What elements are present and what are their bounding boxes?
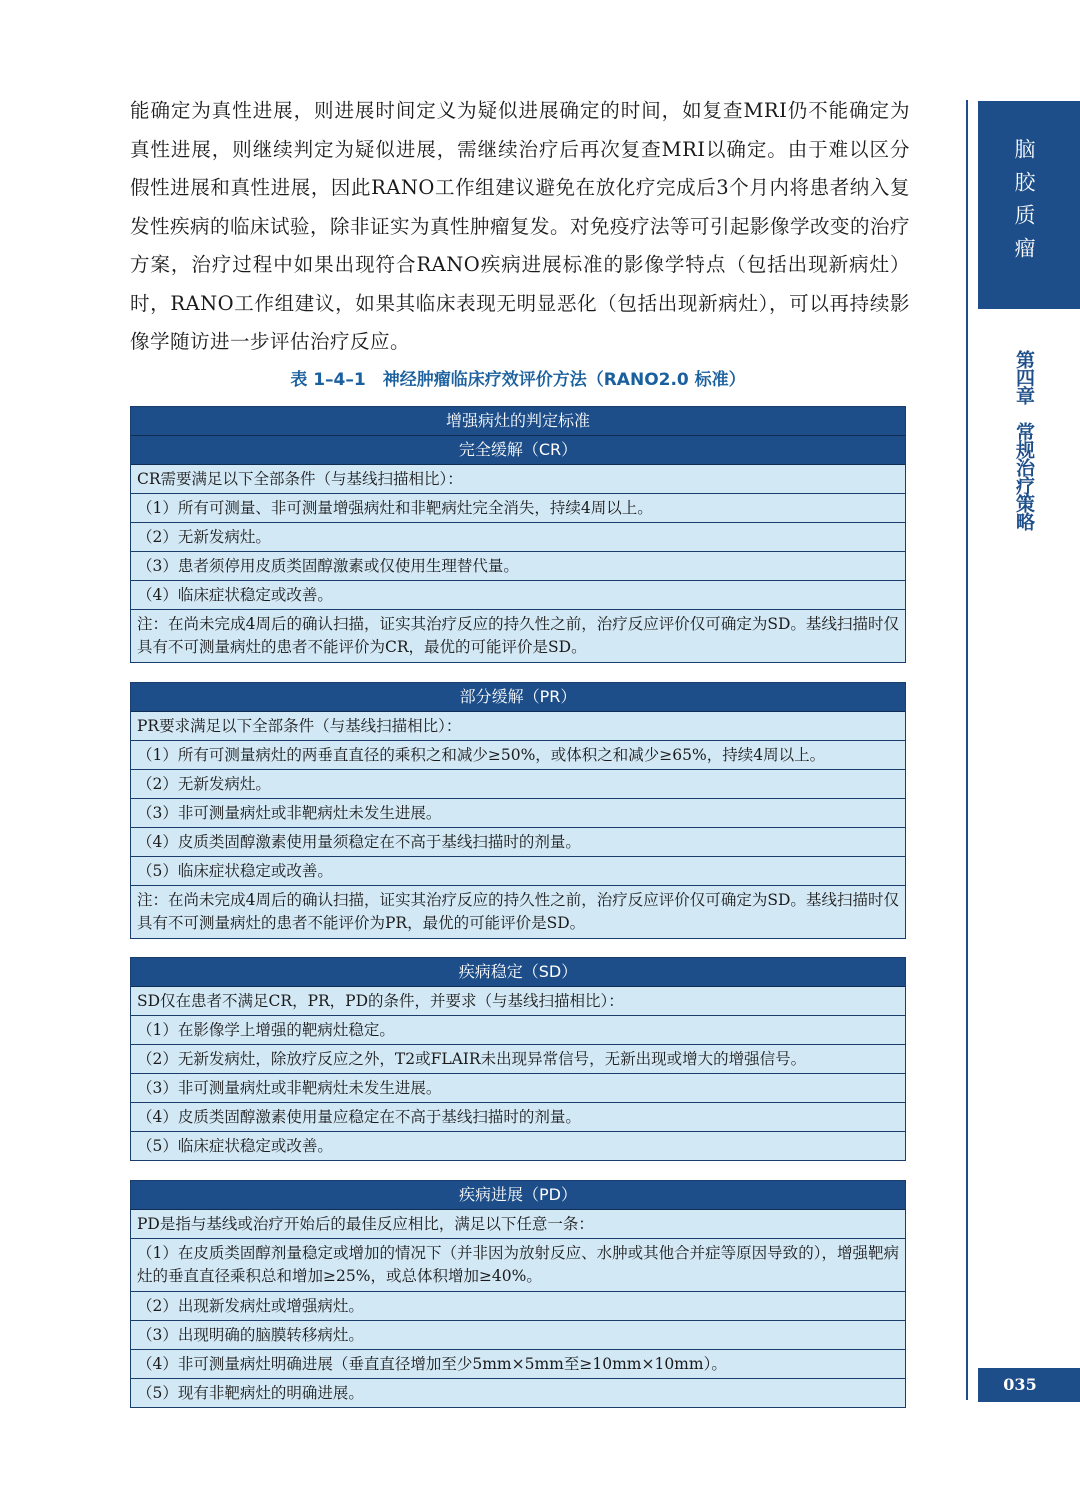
table-row: （2）无新发病灶。 bbox=[131, 770, 905, 799]
table-row: （2）无新发病灶。 bbox=[131, 523, 905, 552]
table-row: （5）临床症状稳定或改善。 bbox=[131, 1132, 905, 1161]
table-row: （1）所有可测量、非可测量增强病灶和非靶病灶完全消失，持续4周以上。 bbox=[131, 494, 905, 523]
intro-paragraph: 能确定为真性进展，则进展时间定义为疑似进展确定的时间，如复查MRI仍不能确定为真性进展，则继续判定为疑似进展，需继续治疗后再次复查MRI以确定。由于难以区分假性进展和真性进展，因此RANO工作组建议避免在放化疗完成后3个月内将患者纳入复发性疾病的临床试验，除非证实为真性肿瘤复发。对免疫疗法等可引起影像学改变的治疗方案，治疗过程中如果出现符合RANO疾病进展标准的影像学特点（包括出现新病灶）时，RANO工作组建议，如果其临床表现无明显恶化（包括出现新病灶），可以再持续影像学随访进一步评估治疗反应。 bbox=[130, 99, 911, 353]
sd-section bbox=[130, 957, 906, 1161]
table-row: （4）皮质类固醇激素使用量须稳定在不高于基线扫描时的剂量。 bbox=[131, 828, 905, 857]
table-row: （5）现有非靶病灶的明确进展。 bbox=[131, 1379, 905, 1408]
table-row: （1）在皮质类固醇剂量稳定或增加的情况下（并非因为放射反应、水肿或其他合并症等原因导致的），增强靶病灶的垂直直径乘积总和增加≥25%，或总体积增加≥40%。 bbox=[131, 1239, 905, 1292]
table-row: （1）所有可测量病灶的两垂直直径的乘积之和减少≥50%，或体积之和减少≥65%，持续4周以上。 bbox=[131, 741, 905, 770]
table-row: （1）在影像学上增强的靶病灶稳定。 bbox=[131, 1016, 905, 1045]
table-row: PD是指与基线或治疗开始后的最佳反应相比，满足以下任意一条： bbox=[131, 1210, 905, 1239]
cr-header: 完全缓解（CR） bbox=[131, 436, 905, 465]
sd-header: 疾病稳定（SD） bbox=[131, 958, 905, 987]
table-row: （3）非可测量病灶或非靶病灶未发生进展。 bbox=[131, 1074, 905, 1103]
table-row: SD仅在患者不满足CR，PR，PD的条件，并要求（与基线扫描相比）： bbox=[131, 987, 905, 1016]
book-title: 脑胶质瘤 bbox=[1012, 138, 1036, 270]
pr-header: 部分缓解（PR） bbox=[131, 683, 905, 712]
cr-section bbox=[130, 406, 906, 663]
page-number: 035 bbox=[978, 1368, 1080, 1402]
table-row: （2）出现新发病灶或增强病灶。 bbox=[131, 1292, 905, 1321]
sidebar-rule bbox=[966, 100, 968, 1400]
table-row: （3）患者须停用皮质类固醇激素或仅使用生理替代量。 bbox=[131, 552, 905, 581]
table-row: （4）临床症状稳定或改善。 bbox=[131, 581, 905, 610]
pr-section bbox=[130, 682, 906, 939]
chapter-label: 第四章 常规治疗策略 bbox=[1013, 350, 1035, 530]
table-row: （5）临床症状稳定或改善。 bbox=[131, 857, 905, 886]
table-row: （2）无新发病灶，除放疗反应之外，T2或FLAIR未出现异常信号，无新出现或增大的增强信号。 bbox=[131, 1045, 905, 1074]
table-row: （3）非可测量病灶或非靶病灶未发生进展。 bbox=[131, 799, 905, 828]
cr-note: 注：在尚未完成4周后的确认扫描，证实其治疗反应的持久性之前，治疗反应评价仅可确定为SD。基线扫描时仅具有不可测量病灶的患者不能评价为CR，最优的可能评价是SD。 bbox=[131, 610, 905, 663]
table-row: （4）非可测量病灶明确进展（垂直直径增加至少5mm×5mm至≥10mm×10mm）。 bbox=[131, 1350, 905, 1379]
table-row: CR需要满足以下全部条件（与基线扫描相比）： bbox=[131, 465, 905, 494]
table-row: （4）皮质类固醇激素使用量应稳定在不高于基线扫描时的剂量。 bbox=[131, 1103, 905, 1132]
table-caption: 表 1–4–1 神经肿瘤临床疗效评价方法（RANO2.0 标准） bbox=[290, 370, 746, 390]
pd-section bbox=[130, 1180, 906, 1408]
table-row: （3）出现明确的脑膜转移病灶。 bbox=[131, 1321, 905, 1350]
main-header: 增强病灶的判定标准 bbox=[131, 407, 905, 436]
pd-header: 疾病进展（PD） bbox=[131, 1181, 905, 1210]
pr-note: 注：在尚未完成4周后的确认扫描，证实其治疗反应的持久性之前，治疗反应评价仅可确定为SD。基线扫描时仅具有不可测量病灶的患者不能评价为PR，最优的可能评价是SD。 bbox=[131, 886, 905, 939]
table-row: PR要求满足以下全部条件（与基线扫描相比）： bbox=[131, 712, 905, 741]
